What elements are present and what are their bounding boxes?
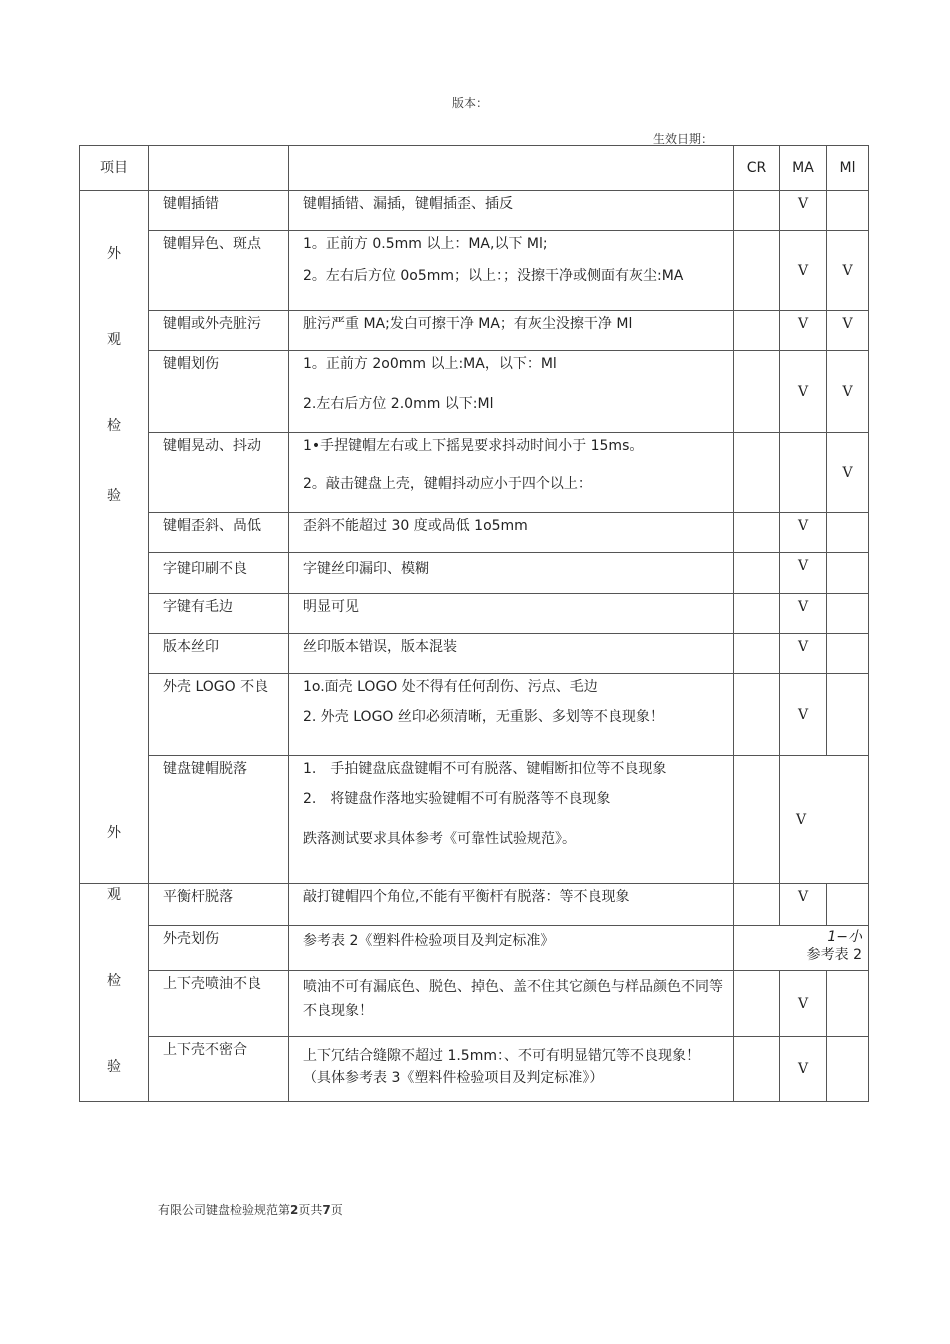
table-row	[80, 351, 869, 433]
cr-cell	[734, 231, 780, 311]
reference-table: 参考表 2	[806, 947, 862, 963]
section-char: 外	[107, 246, 121, 262]
item-requirement: 歪斜不能超过 30 度或咼低 1o5mm	[289, 513, 734, 553]
item-name: 平衡杆脱落	[149, 884, 289, 926]
cr-cell	[734, 971, 780, 1037]
cr-cell	[734, 513, 780, 553]
table-header-row	[80, 146, 869, 191]
ma-check: V	[780, 191, 827, 231]
ma-check: V	[780, 756, 869, 884]
table-row	[80, 433, 869, 513]
item-name: 键帽晃动、抖动	[149, 433, 289, 513]
table-row	[80, 884, 869, 926]
ma-check: V	[780, 1037, 827, 1102]
item-requirement: 参考表 2《塑料件检验项目及判定标准》	[289, 926, 734, 971]
ml-check	[827, 674, 869, 756]
ma-check	[780, 433, 827, 513]
ma-check: V	[780, 884, 827, 926]
item-name: 字键印刷不良	[149, 553, 289, 594]
table-row	[80, 513, 869, 553]
inspection-table	[79, 145, 869, 1102]
footer-page: 2	[290, 1203, 299, 1217]
table-row	[80, 311, 869, 351]
ma-check: V	[780, 971, 827, 1037]
item-requirement: 1。正前方 2o0mm 以上:MA，以下：Ml 2.左右后方位 2.0mm 以下:Ml	[289, 351, 734, 433]
header-cr: CR	[734, 146, 780, 191]
table-row	[80, 191, 869, 231]
ml-check: V	[827, 351, 869, 433]
item-requirement: 敲打键帽四个角位,不能有平衡杆有脱落：等不良现象	[289, 884, 734, 926]
ml-check: V	[827, 311, 869, 351]
ma-check: V	[780, 594, 827, 634]
item-name: 键帽异色、斑点	[149, 231, 289, 311]
section-char: 观	[107, 887, 121, 903]
reference-note: 1−小	[827, 929, 862, 945]
section-char: 外	[107, 825, 121, 841]
item-name: 上下壳喷油不良	[149, 971, 289, 1037]
table-row	[80, 231, 869, 311]
table-row	[80, 634, 869, 674]
item-name: 版本丝印	[149, 634, 289, 674]
item-name: 键盘键帽脱落	[149, 756, 289, 884]
table-row	[80, 674, 869, 756]
item-requirement: 脏污严重 MA;发白可擦干净 MA；有灰尘没擦干净 Ml	[289, 311, 734, 351]
cr-cell	[734, 553, 780, 594]
item-name: 外壳划伤	[149, 926, 289, 971]
table-row	[80, 926, 869, 971]
footer-suffix: 页	[330, 1203, 343, 1217]
section-label-appearance-2	[80, 825, 149, 1102]
cr-cell	[734, 594, 780, 634]
item-requirement: 明显可见	[289, 594, 734, 634]
ml-check	[827, 553, 869, 594]
cr-cell	[734, 756, 780, 884]
section-char: 检	[107, 973, 121, 989]
item-requirement: 1o.面壳 LOGO 处不得有任何刮伤、污点、毛边 2. 外壳 LOGO 丝印必须清晰，无重影、多划等不良现象！	[289, 674, 734, 756]
item-requirement: 上下冗结合缝隙不超过 1.5mm：、不可有明显错冗等不良现象！（具体参考表 3《塑料件检验项目及判定标准》）	[289, 1037, 734, 1102]
ml-check: V	[827, 231, 869, 311]
section-char: 验	[107, 1059, 121, 1075]
cr-cell	[734, 884, 780, 926]
table-row	[80, 971, 869, 1037]
table-row	[80, 594, 869, 634]
item-name: 键帽或外壳脏污	[149, 311, 289, 351]
footer-mid: 页共	[298, 1203, 323, 1217]
cr-cell	[734, 674, 780, 756]
cr-cell	[734, 351, 780, 433]
ma-check: V	[780, 231, 827, 311]
item-requirement: 1。正前方 0.5mm 以上：MA,以下 Ml; 2。左右后方位 0o5mm；以上：；没擦干净或侧面有灰尘:MA	[289, 231, 734, 311]
cr-cell	[734, 433, 780, 513]
item-name: 上下壳不密合	[149, 1037, 289, 1102]
ma-check: V	[780, 553, 827, 594]
section-char: 检	[107, 418, 121, 434]
footer-prefix: 有限公司键盘检验规范第	[158, 1203, 291, 1217]
header-ma: MA	[780, 146, 827, 191]
item-name: 键帽划伤	[149, 351, 289, 433]
effective-date-label: 生效日期：	[653, 132, 714, 146]
page-footer	[158, 1201, 343, 1218]
header-blank-1	[149, 146, 289, 191]
item-name: 键帽插错	[149, 191, 289, 231]
ma-check: V	[780, 351, 827, 433]
ml-check	[827, 513, 869, 553]
ma-check: V	[780, 674, 827, 756]
reference-cell	[734, 926, 869, 971]
item-requirement: 喷油不可有漏底色、脱色、掉色、盖不住其它颜色与样品颜色不同等不良现象！	[289, 971, 734, 1037]
ma-check: V	[780, 311, 827, 351]
ml-check: V	[827, 433, 869, 513]
item-requirement: 键帽插错、漏插，键帽插歪、插反	[289, 191, 734, 231]
section-label-appearance-1	[80, 191, 149, 884]
cr-cell	[734, 1037, 780, 1102]
table-row	[80, 756, 869, 884]
footer-total: 7	[322, 1203, 331, 1217]
ml-check	[827, 884, 869, 926]
item-requirement: 1. 手拍键盘底盘键帽不可有脱落、键帽断扣位等不良现象 2. 将键盘作落地实验键帽不可有脱落等不良现象 跌落测试要求具体参考《可靠性试验规范》。	[289, 756, 734, 884]
item-name: 字键有毛边	[149, 594, 289, 634]
table-row	[80, 553, 869, 594]
header-item: 项目	[80, 146, 149, 191]
item-requirement: 1•手捏键帽左右或上下摇晃要求抖动时间小于 15ms。 2。敲击键盘上壳，键帽抖动应小于四个以上：	[289, 433, 734, 513]
ml-check	[827, 1037, 869, 1102]
ml-check	[827, 971, 869, 1037]
section-char: 观	[107, 332, 121, 348]
section-char: 验	[107, 488, 121, 504]
ml-check	[827, 594, 869, 634]
header-ml: Ml	[827, 146, 869, 191]
cr-cell	[734, 634, 780, 674]
item-requirement: 丝印版本错误，版本混装	[289, 634, 734, 674]
cr-cell	[734, 191, 780, 231]
ml-check	[827, 634, 869, 674]
item-name: 外壳 LOGO 不良	[149, 674, 289, 756]
header-blank-2	[289, 146, 734, 191]
item-name: 键帽歪斜、咼低	[149, 513, 289, 553]
cr-cell	[734, 311, 780, 351]
item-requirement: 字键丝印漏印、模糊	[289, 553, 734, 594]
ma-check: V	[780, 513, 827, 553]
version-label: 版本：	[452, 96, 489, 110]
table-row	[80, 1037, 869, 1102]
ml-check	[827, 191, 869, 231]
ma-check: V	[780, 634, 827, 674]
